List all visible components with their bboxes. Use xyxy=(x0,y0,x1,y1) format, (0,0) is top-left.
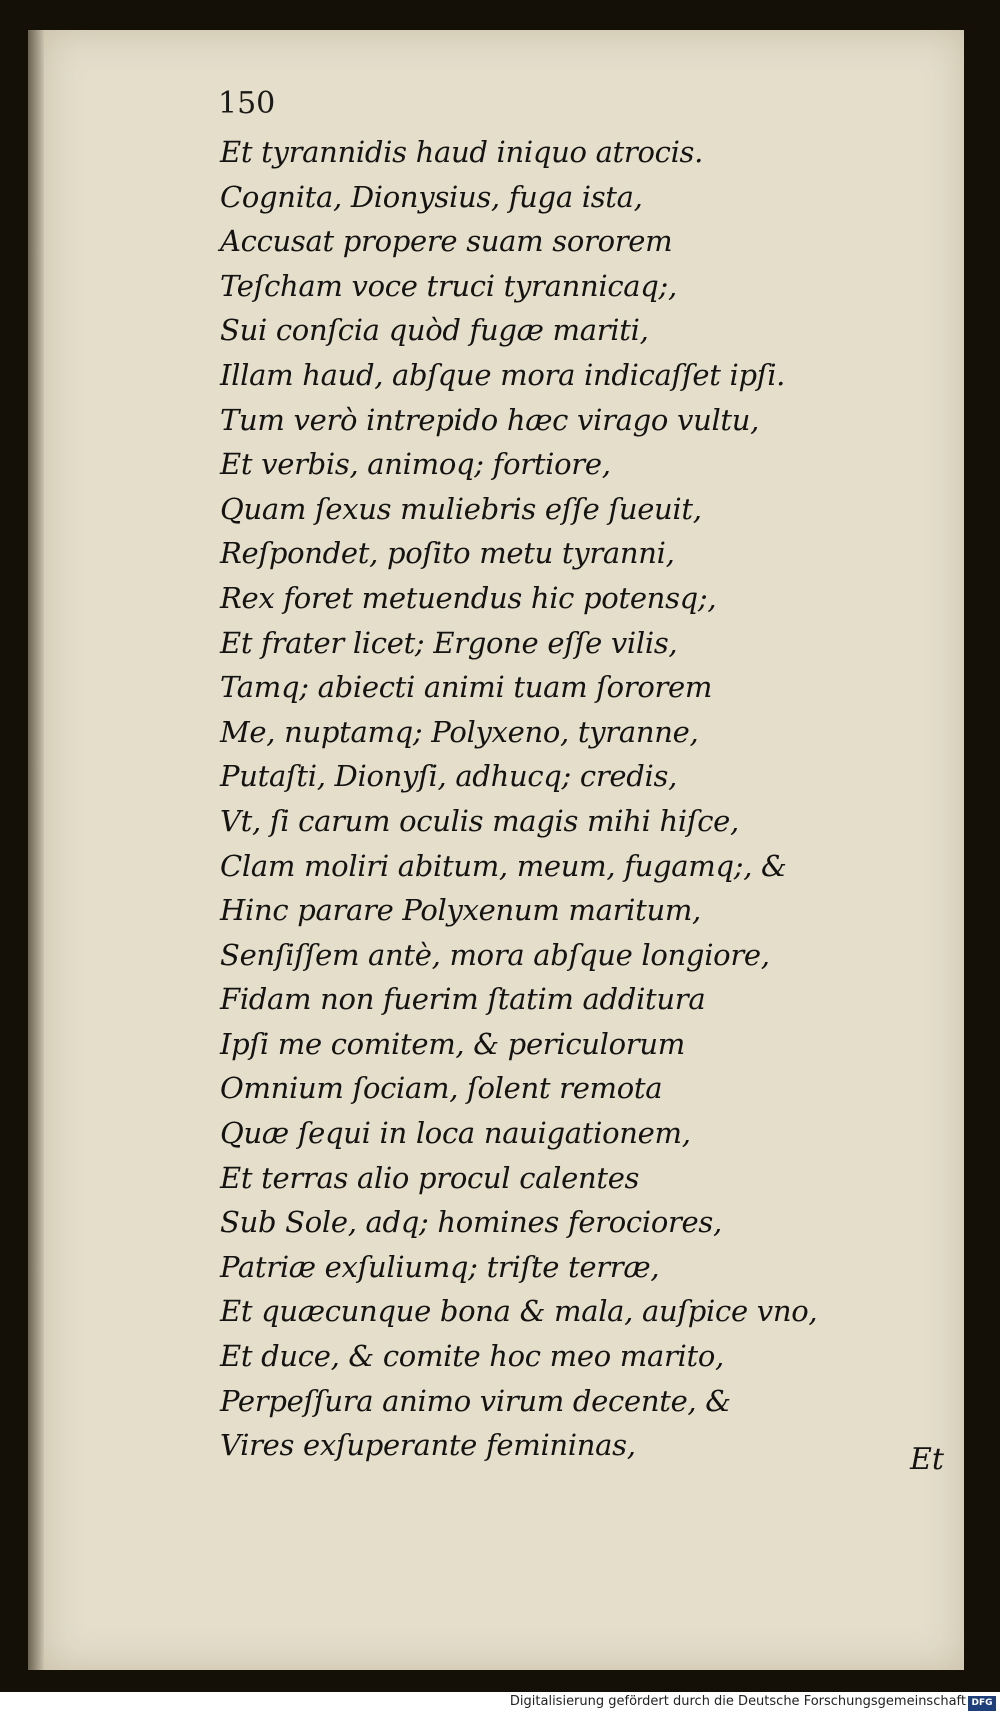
verse-line: Tamq; abiecti animi tuam ſororem xyxy=(220,670,713,705)
verse-line: Clam moliri abitum, meum, fugamq;, & xyxy=(220,848,787,883)
verse-line: Ipſi me comitem, & periculorum xyxy=(220,1026,685,1061)
verse-line: Tum verò intrepido hæc virago vultu, xyxy=(220,402,760,437)
verse-line: Me, nuptamq; Polyxeno, tyranne, xyxy=(220,714,699,749)
verse-line: Quam ſexus muliebris eſſe ſueuit, xyxy=(220,491,702,526)
verse-line: Quæ ſequi in loca nauigationem, xyxy=(220,1116,691,1151)
page-number: 150 xyxy=(218,86,276,121)
verse-line: Et terras alio procul calentes xyxy=(220,1160,640,1195)
verse-line: Hinc parare Polyxenum maritum, xyxy=(220,893,701,928)
catchword: Et xyxy=(910,1442,944,1477)
digitization-footer xyxy=(0,1692,1000,1716)
verse-line: Rex foret metuendus hic potensq;, xyxy=(220,580,717,615)
verse-line: Vt, ſi carum oculis magis mihi hiſce, xyxy=(220,803,739,838)
verse-line: Sub Sole, adq; homines ferociores, xyxy=(220,1205,722,1240)
verse-line: Illam haud, abſque mora indicaſſet ipſi. xyxy=(220,357,786,392)
verse-lines xyxy=(220,130,940,1468)
verse-line: Accusat propere suam sororem xyxy=(220,224,673,259)
verse-line: Reſpondet, poſito metu tyranni, xyxy=(220,536,675,571)
verse-line: Fidam non fuerim ſtatim additura xyxy=(220,982,706,1017)
verse-line: Et quæcunque bona & mala, auſpice vno, xyxy=(220,1294,818,1329)
verse-line: Patriæ exſuliumq; triſte terræ, xyxy=(220,1249,660,1284)
verse-line: Et tyrannidis haud iniquo atrocis. xyxy=(220,135,704,169)
verse-line: Senſiſſem antè, mora abſque longiore, xyxy=(220,937,770,972)
verse-line: Vires exſuperante femininas, xyxy=(220,1428,636,1463)
verse-line: Putaſti, Dionyſi, adhucq; credis, xyxy=(220,759,678,794)
verse-line: Cognita, Dionysius, fuga ista, xyxy=(220,179,643,214)
verse-line: Et verbis, animoq; fortiore, xyxy=(220,447,611,482)
verse-line: Et frater licet; Ergone eſſe vilis, xyxy=(220,625,678,660)
verse-line: Perpeſſura animo virum decente, & xyxy=(220,1383,731,1418)
verse-line: Omnium ſociam, ſolent remota xyxy=(220,1071,663,1106)
footer-credit-text: Digitalisierung gefördert durch die Deutsche Forschungsgemeinschaft xyxy=(509,1694,966,1709)
verse-line: Teſcham voce truci tyrannicaq;, xyxy=(220,268,677,303)
verse-line: Et duce, & comite hoc meo marito, xyxy=(220,1339,724,1374)
verse-line: Sui conſcia quòd fugæ mariti, xyxy=(220,313,649,348)
dfg-logo-icon: DFG xyxy=(968,1696,996,1711)
